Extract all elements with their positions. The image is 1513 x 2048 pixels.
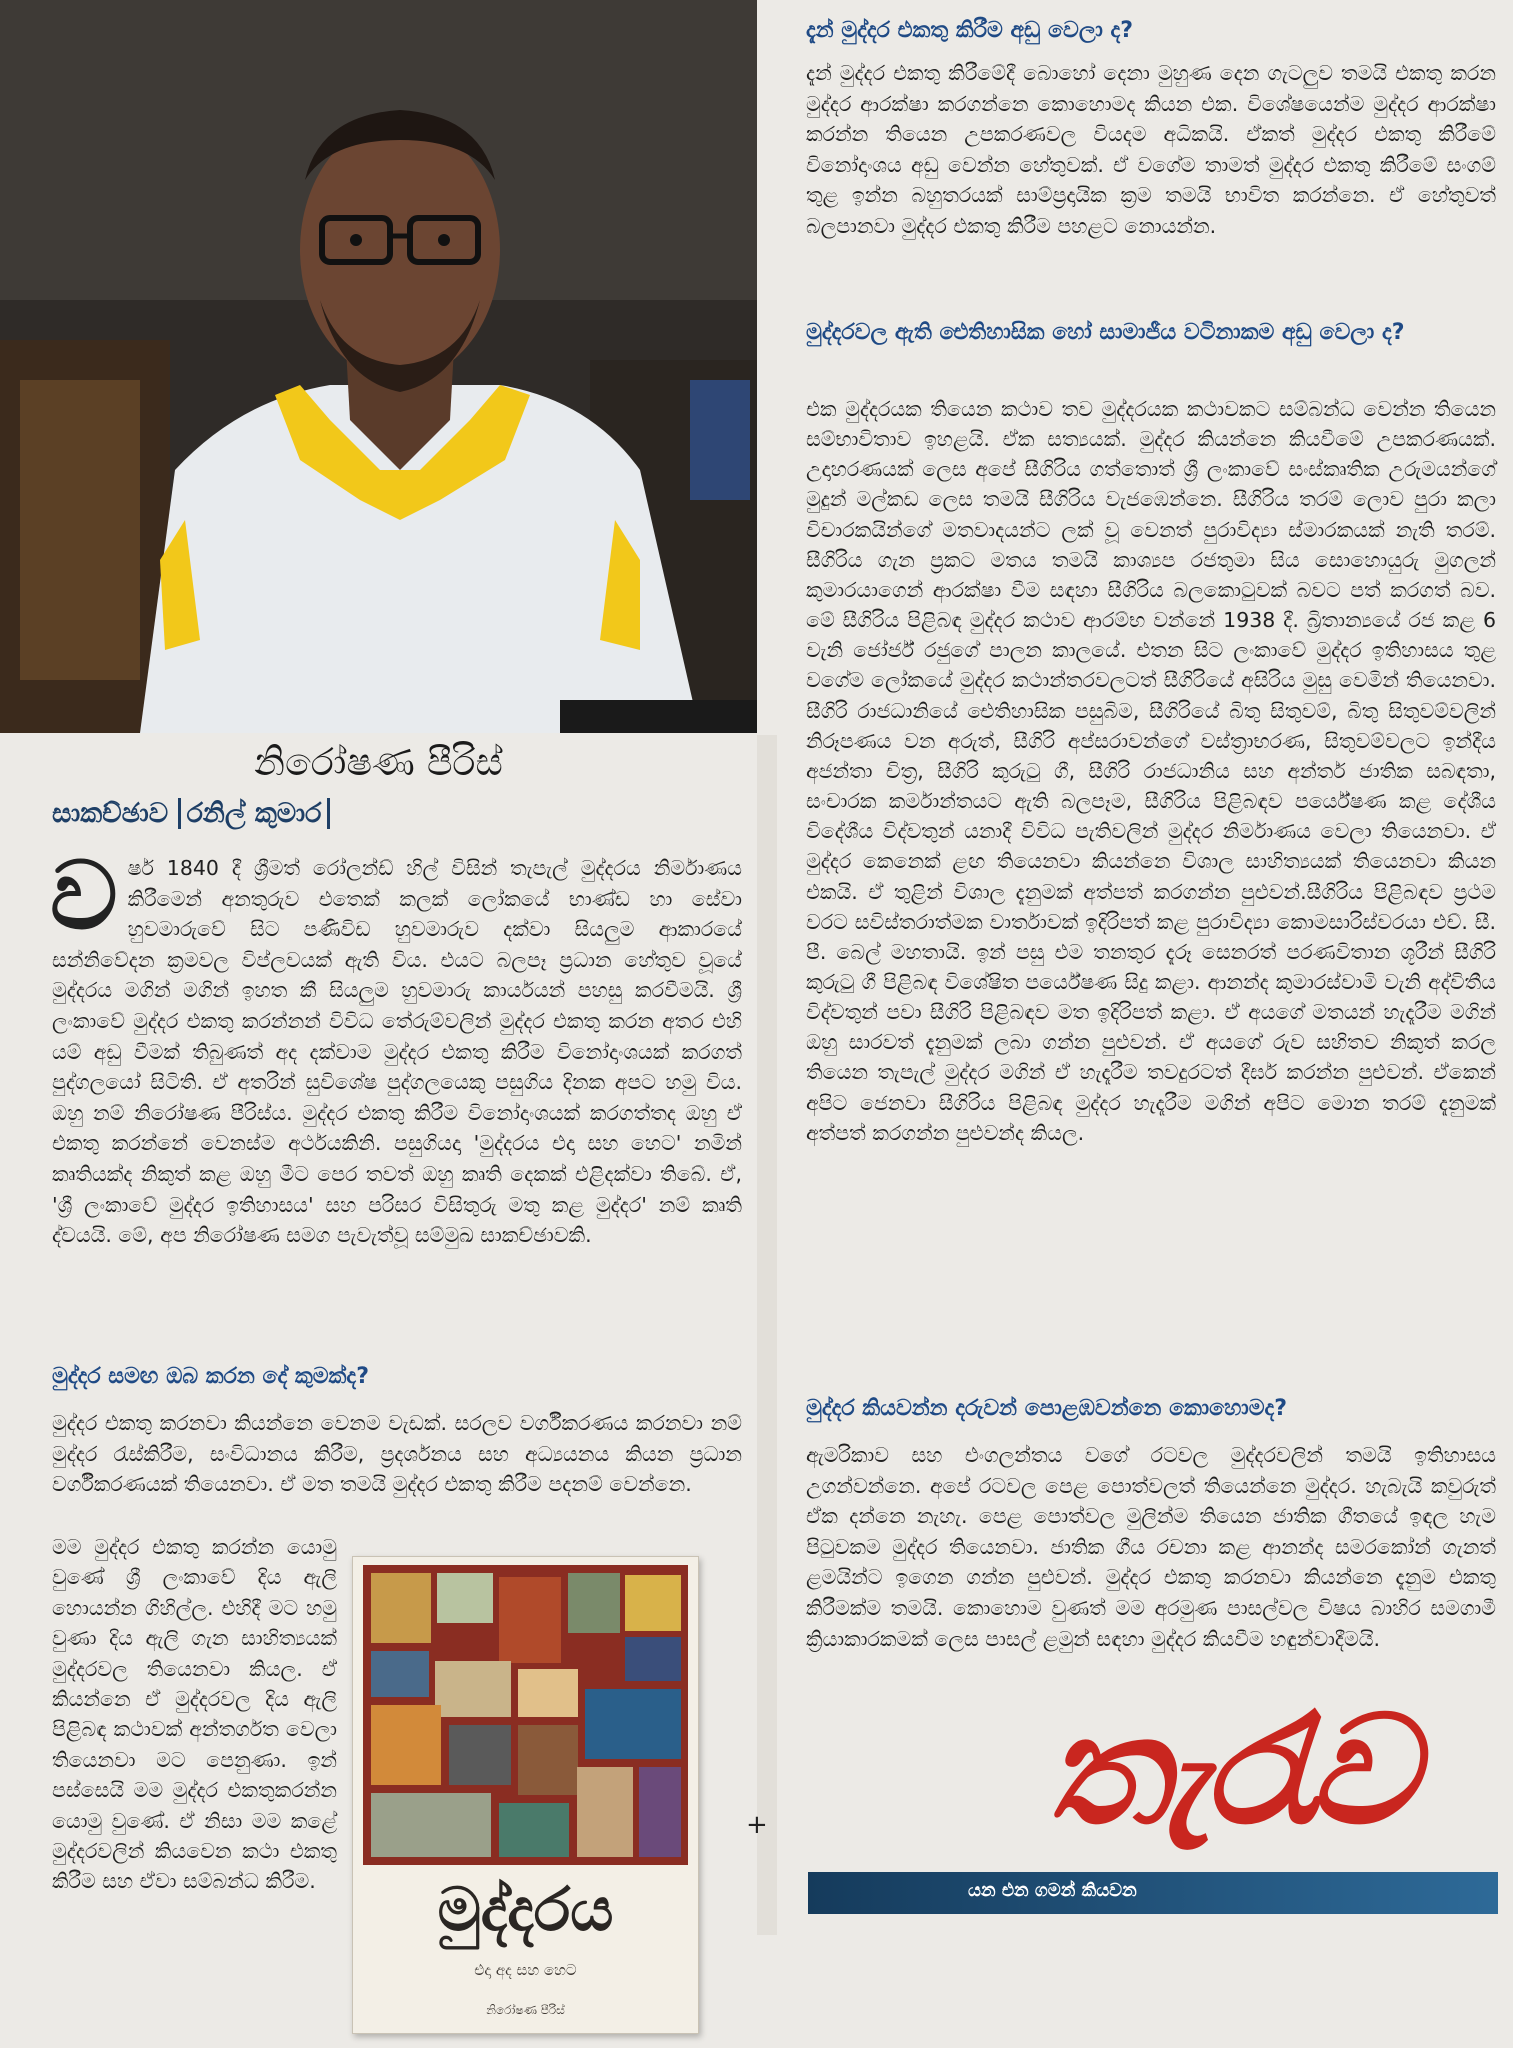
book-cover-image <box>352 1556 699 2034</box>
question-heading-1: මුද්දර සමඟ ඔබ කරන දේ කුමක්ද? <box>52 1364 369 1389</box>
book-author: නිරෝෂණ පීරිස් <box>486 2003 565 2017</box>
portrait-photo <box>0 0 757 733</box>
answer-4-text: ඇමරිකාව සහ එංගලන්තය වගේ රටවල මුද්දරවලින් තමයි ඉතිහාසය උගන්වන්නෙ. අපේ රටවල පෙළ පොත්වලත් තියෙන්නෙ මුද්දර. හැබැයි කවුරුත් ඒක දන්නෙ නැහැ. පෙළ පොත්වල මුලින්ම තියෙන ජාතික ගීතයේ ඉඳල හැම පිටුවකම මුද්දර තියෙනවා. ජාතික ගීය රචනා කළ ආනන්ද සමරකෝන් ගැනත් ළමයින්ට ඉගෙන ගන්න පුළුවන්. මුද්දර එකතු කරනවා කියන්නෙ දැනුම එකතු කිරීමක්ම තමයි. කොහොම වුණත් මම අරමුණ පාසල්වල විෂය බාහිර සමගාමී ක්‍රියාකාරකමක් ලෙස පාසල් ළමුන් සඳහා මුද්දර කියවීම හඳුන්වාදීමයි. <box>806 1443 1496 1651</box>
kicker-label: සාකච්ඡාව <box>52 798 169 829</box>
answer-1-wide <box>52 1408 742 1500</box>
stamp-collage <box>363 1565 688 1865</box>
column-logo-bar <box>808 1872 1498 1914</box>
question-heading-3: මුද්දරවල ඇති ඓතිහාසික හෝ සාමාජීය වටිනාකම අඩු වෙලා ද? <box>806 320 1405 345</box>
book-title: මුද්දරය <box>437 1875 614 1945</box>
answer-1-narrow <box>52 1532 337 1897</box>
answer-4 <box>806 1440 1496 1654</box>
question-heading-4: මුද්දර කියවන්න දරුවන් පොළඹවන්නෙ කොහොමද? <box>806 1396 1288 1421</box>
answer-1-narrow-text: මම මුද්දර එකතු කරන්න යොමු වුණේ ශ්‍රී ලංකාවේ දිය ඇලි හොයන්න ගිහිල්ල. එහිදී මට හමු වුණා දිය ඇලි ගැන සාහිත්‍යයක් මුද්දරවල තියෙනවා කියල. ඒ කියන්නෙ ඒ මුද්දරවල දිය ඇලි පිළිබඳ කථාවක් අන්තර්ගත වෙලා තියෙනවා මට පෙනුණා. ඉන් පස්සෙයි මම මුද්දර එකතුකරන්න යොමු වුණේ. ඒ නිසා මම කළේ මුද්දරවලින් කියවෙන කථා එකතු කිරීම සහ ඒවා සම්බන්ධ කිරීම. <box>52 1535 337 1894</box>
intro-paragraph <box>50 841 742 1251</box>
column-logo <box>808 1682 1498 1980</box>
column-logo-tagline: යන එන ගමන් කියවන <box>968 1880 1137 1901</box>
drop-cap: ව <box>50 841 118 951</box>
kicker-author: රනිල් කුමාර <box>178 798 331 829</box>
registration-mark: + <box>746 1810 768 1840</box>
column-logo-script: තැරැව <box>1046 1682 1411 1858</box>
answer-3 <box>806 394 1496 1148</box>
answer-2-text: දැන් මුද්දර එකතු කිරීමේදී බොහෝ දෙනා මුහුණ දෙන ගැටලුව තමයි එකතු කරන මුද්දර ආරක්ෂා කරගන්නෙ කොහොමද කියන එක. විශේෂයෙන්ම මුද්දර ආරක්ෂා කරන්න තියෙන උපකරණවල වියදම අධිකයි. ඒකත් මුද්දර එකතු කිරීමේ විනෝදාංශය අඩු වෙන්න හේතුවක්. ඒ වගේම තාමත් මුද්දර එකතු කිරීමේ සංගම් තුළ ඉන්න බහුතරයක් සාම්ප්‍රදායික ක්‍රම තමයි භාවිත කරන්නෙ. ඒ හේතුවත් බලපානවා මුද්දර එකතු කිරීම පහළට නොයන්න. <box>806 61 1496 238</box>
book-subtitle: එදා අද සහ හෙට <box>474 1961 577 1979</box>
answer-1-text: මුද්දර එකතු කරනවා කියන්නෙ වෙනම වැඩක්. සරලව වර්ගීකරණය කරනවා නම් මුද්දර රැස්කිරීම, සංවිධානය කිරීම, ප්‍රදර්ශනය සහ අධ්‍යයනය කියන ප්‍රධාන වර්ගීකරණයක් තියෙනවා. ඒ මත තමයි මුද්දර එකතු කිරීම පදනම් වෙන්නෙ. <box>52 1411 742 1497</box>
column-gutter <box>757 735 777 1935</box>
interviewee-name: නිරෝෂණ පීරිස් <box>254 740 503 784</box>
intro-text: ර්ෂ 1840 දී ශ්‍රීමත් රෝලන්ඩ් හිල් විසින් තැපැල් මුද්දරය නිර්මාණය කිරීමෙන් අනතුරුව එතෙක් කලක් ලෝකයේ භාණ්ඩ හා සේවා හුවමාරුවේ සිට පණිවිඩ හුවමාරුව දක්වා සියලුම ආකාරයේ සන්නිවේදන ක්‍රමවල විප්ලවයක් ඇති විය. එයට බලපෑ ප්‍රධාන හේතුව වූයේ මුද්දරය මගින් මගින් ඉහත කී සියලුම හුවමාරු කාර්යයන් පහසු කරවීමයි. ශ්‍රී ලංකාවේ මුද්දර එකතු කරන්නන් විවිධ තේරුම්වලින් මුද්දර එකතු කරන අතර එහි යම් අඩු වීමක් තිබුණත් අද දක්වාම මුද්දර එකතු කිරීම විනෝදාංශයක් කරගත් පුද්ගලයෝ සිටිති. ඒ අතරින් සුවිශේෂ පුද්ගලයෙකු පසුගිය දිනක අපට හමු විය. ඔහු නම් නිරෝෂණ පීරිස්ය. මුද්දර එකතු කිරීම විනෝදාංශයක් කරගත්තද ඔහු ඒ එකතු කරන්නේ වෙනස්ම අර්ථයකිනි. පසුගියදා 'මුද්දරය එදා සහ හෙට' නමින් කෘතියක්ද නිකුත් කළ ඔහු මීට පෙර තවත් ඔහු කෘති දෙකක් එළිදක්වා තිබේ. ඒ, 'ශ්‍රී ලංකාවේ මුද්දර ඉතිහාසය' සහ පරිසර විසිතුරු මතු කළ මුද්දර' නම් කෘති ද්වයයි. මේ, අප නිරෝෂණ සමග පැවැත්වූ සම්මුඛ සාකච්ඡාවකි. <box>52 856 742 1248</box>
answer-3-text: එක මුද්දරයක තියෙන කථාව තව මුද්දරයක කථාවකට සම්බන්ධ වෙන්න තියෙන සම්භාවිතාව ඉහළයි. ඒක සත්‍යයක්. මුද්දර කියන්නෙ කියවීමේ උපකරණයක්. උදාහරණයක් ලෙස අපේ සීගිරිය ගත්තොත් ශ්‍රී ලංකාවේ සංස්කෘතික උරුමයන්ගේ මුදුන් මල්කඩ ලෙස තමයි සීගිරිය වැජඹෙන්නෙ. සීගිරිය තරම් ලොව පුරා කලා විචාරකයින්ගේ මතවාදයන්ට ලක් වූ වෙනත් පුරාවිද්‍යා ස්මාරකයක් නැති තරම්. සීගිරිය ගැන ප්‍රකට මතය තමයි කාශ්‍යප රජතුමා සිය සොහොයුරු මුගලන් කුමාරයාගෙන් ආරක්ෂා වීම සඳහා සීගිරිය බලකොටුවක් බවට පත් කරගත් බව. මේ සීගිරිය පිළිබඳ මුද්දර කථාව ආරම්භ වන්නේ 1938 දී. බ්‍රිතාන්‍යයේ රජ කළ 6 වැනි ජෝර්ජ් රජුගේ පාලන කාලයේ. එතන සිට ලංකාවේ මුද්දර ඉතිහාසය තුළ වගේම ලෝකයේ මුද්දර කථාන්තරවලටත් සීගිරියේ අසිරිය මුසු වෙමින් තියෙනවා. සීගිරි රාජධානියේ ඓතිහාසික පසුබිම, සීගිරියේ බිතු සිතුවම්, බිතු සිතුවම්වලින් නිරූපණය වන අරුත්, සීගිරි අප්සරාවන්ගේ වස්ත්‍රාභරණ, සිතුවම්වලට ඉන්දීය අජන්තා චිත්‍ර, සීගිරි කුරුටු ගී, සීගිරි රාජධානිය සහ අන්තර් ජාතික සබඳතා, සංචාරක කර්මාන්තයට ඇති බලපෑම, සීගිරිය පිළිබඳව පර්යේෂණ කළ දේශීය විදේශීය විද්වතුන් යනාදී විවිධ පැතිවලින් මුද්දර නිර්මාණය වෙලා තියෙනවා. ඒ මුද්දර කෙනෙක් ළඟ තියෙනවා කියන්නෙ විශාල සාහිත්‍යයක් තියෙනවා කියන එකයි. ඒ තුළින් විශාල දැනුමක් අත්පත් කරගන්න පුළුවන්.සීගිරිය පිළිබඳව ප්‍රථම වරට සවිස්තරාත්මක වාර්තාවක් ඉදිරිපත් කළ පුරාවිද්‍යා කොමසාරිස්වරයා එච්. සී. පී. බෙල් මහතායි. ඉන් පසු එම තනතුර දැරූ සෙනරත් පරණවිතාන ශූරීන් සීගිරි කුරුටු ගී පිළිබඳ විශේෂිත පර්යේෂණ සිදු කළා. ආනන්ද කුමාරස්වාමි වැනි අද්විතීය විද්වතුන් පවා සීගිරි පිළිබඳව මත ඉදිරිපත් කළා. ඒ අයගේ මතයන් හැදෑරීම මගින් ඔහු සාරවත් දැනුමක් ලබා ගන්න පුළුවන්. ඒ අයගේ රුව සහිතව නිකුත් කරල තියෙන තැපැල් මුද්දර මගින් ඒ හැදෑරීම තවදුරටත් දීර්ඝ කරන්න පුළුවන්. ඒකෙන් අපිට ජෙනවා සීගිරිය පිළිබඳ මුද්දර හැදෑරීම මගින් අපිට මොන තරම් දැනුමක් අත්පත් කරගන්න පුළුවන්ද කියල. <box>806 397 1496 1145</box>
answer-2 <box>806 58 1496 242</box>
interview-kicker <box>52 798 330 830</box>
question-heading-2: දැන් මුද්දර එකතු කිරීම අඩු වෙලා ද? <box>806 18 1134 43</box>
